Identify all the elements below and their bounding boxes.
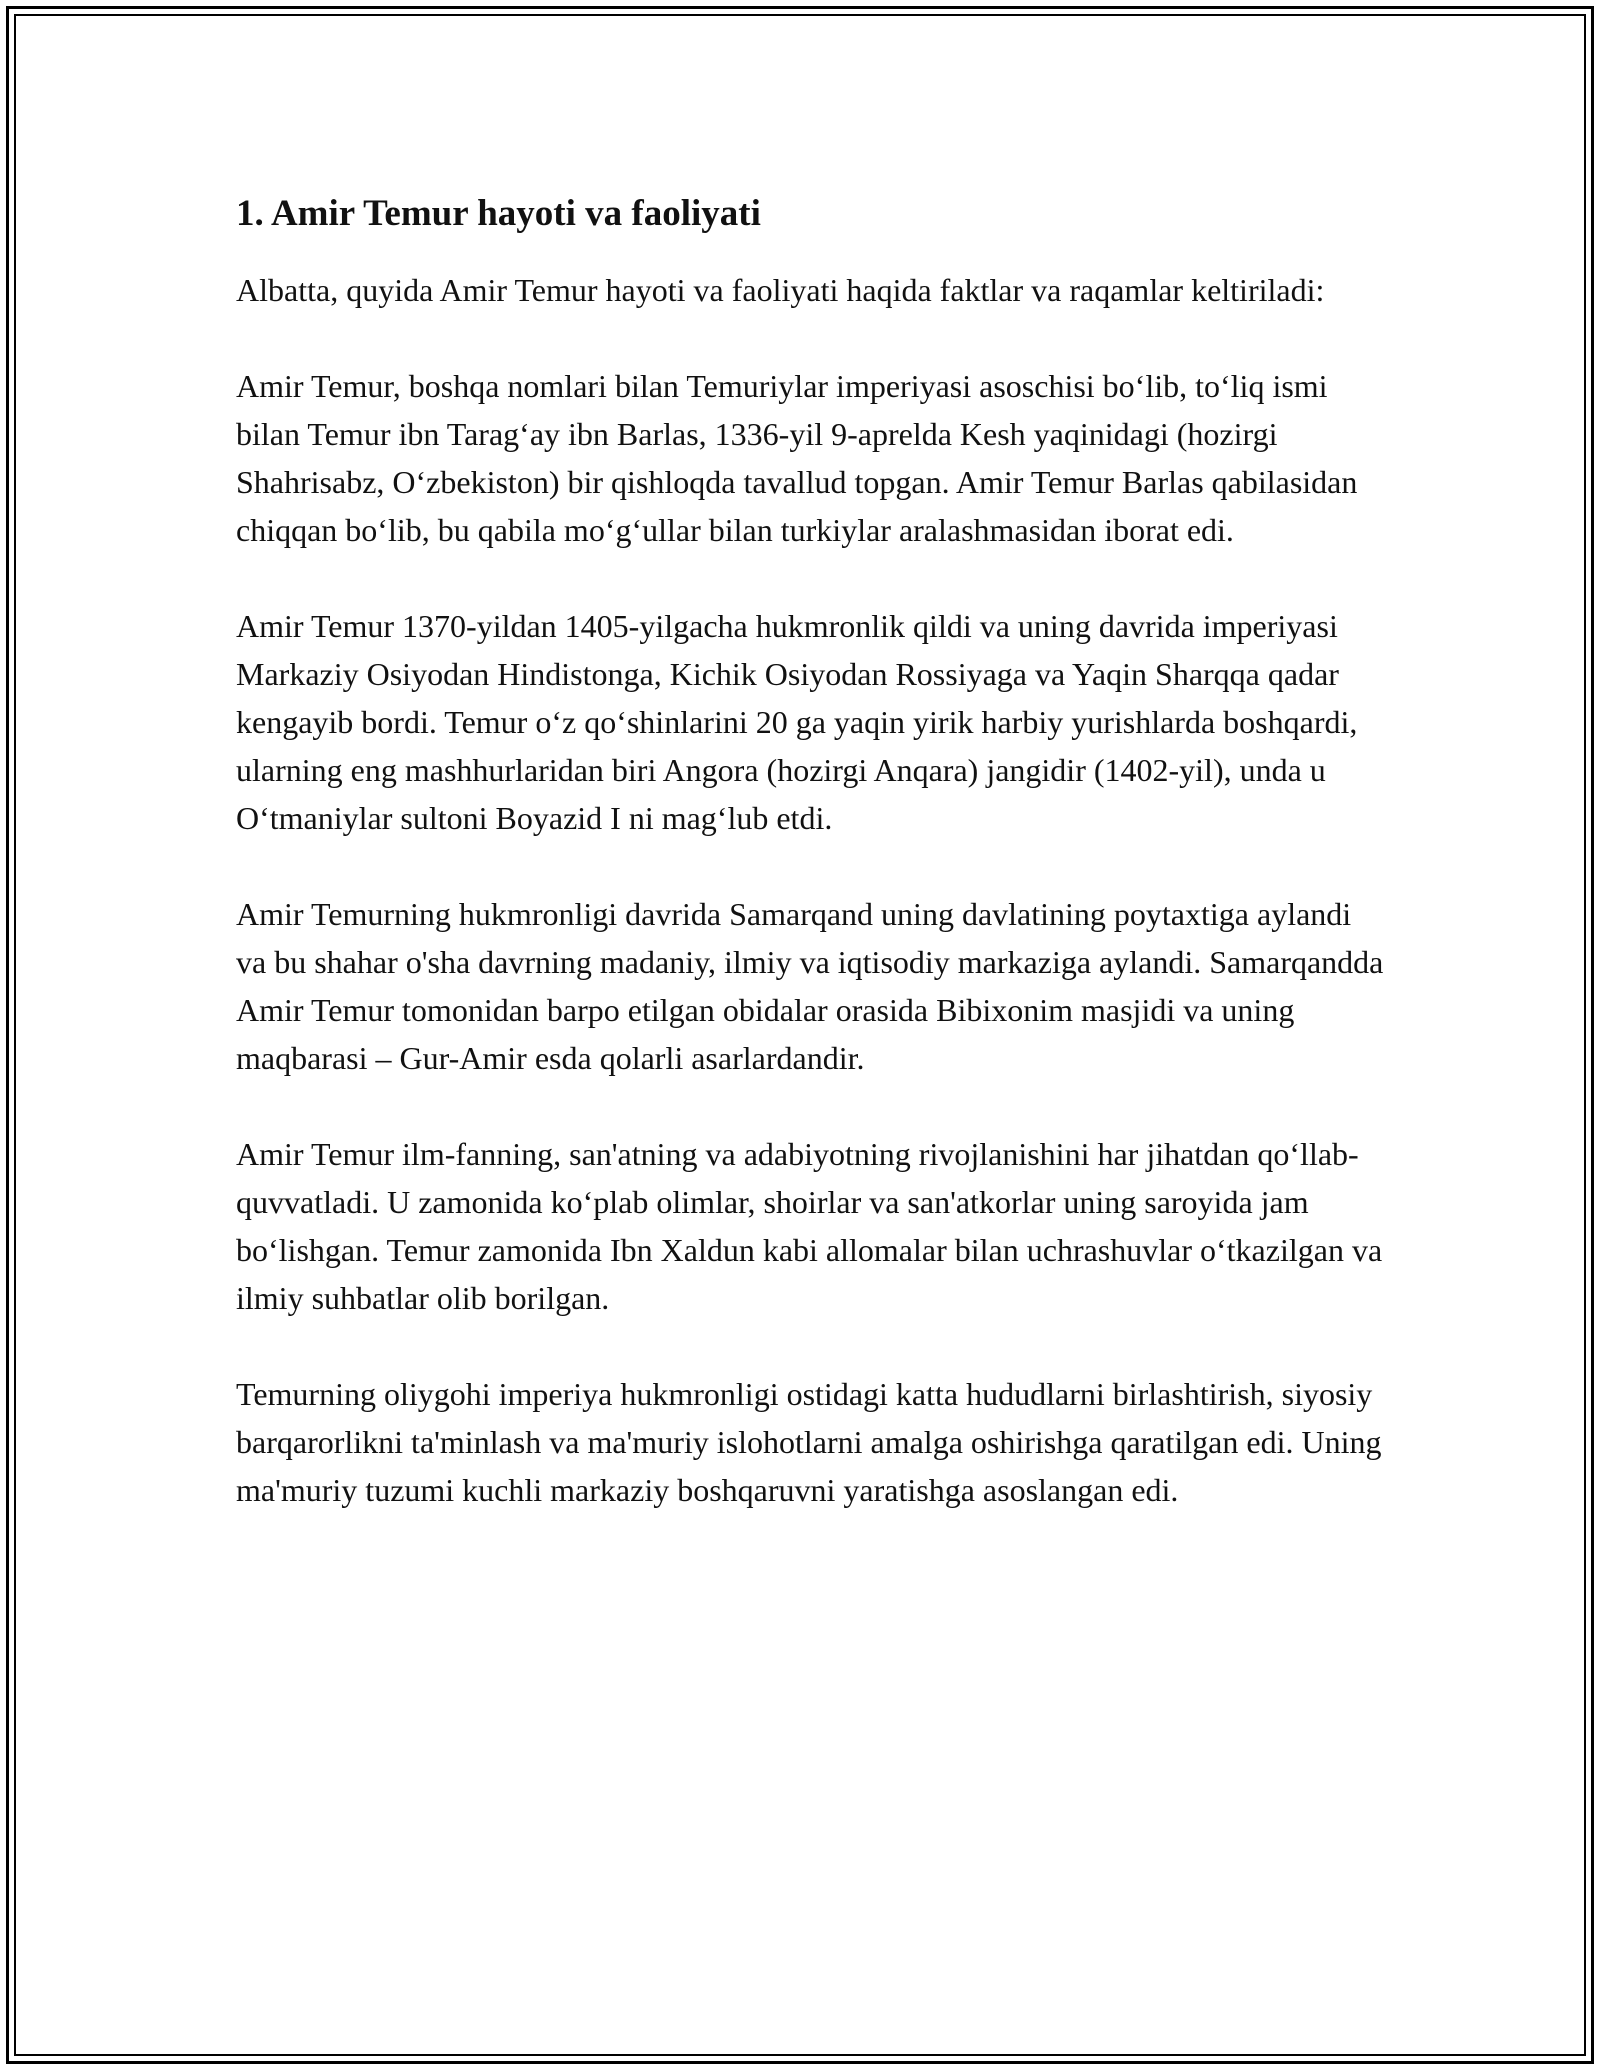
document-heading: 1. Amir Temur hayoti va faoliyati bbox=[236, 193, 761, 234]
paragraph-reign: Amir Temur 1370-yildan 1405-yilgacha hukmronlik qildi va uning davrida imperiyasi Markaziy Osiyodan Hindistonga, Kichik Osiyodan Rossiyaga va Yaqin Sharqqa qadar kengayib bordi. Temur o‘z qo‘shinlarini 20 ga yaqin yirik harbiy yurishlarda boshqardi, ularning eng mashhurlaridan biri Angora (hozirgi Anqara) jangidir (1402-yil), unda u O‘tmaniylar sultoni Boyazid I ni mag‘lub etdi. bbox=[236, 608, 1358, 836]
paragraph-administration: Temurning oliygohi imperiya hukmronligi ostidagi katta hududlarni birlashtirish, siyosiy barqarorlikni ta'minlash va ma'muriy islohotlarni amalga oshirishga qaratilgan edi. Uning ma'muriy tuzumi kuchli markaziy boshqaruvni yaratishga asoslangan edi. bbox=[236, 1376, 1382, 1508]
document-body bbox=[236, 186, 1386, 1562]
paragraph-samarqand: Amir Temurning hukmronligi davrida Samarqand uning davlatining poytaxtiga aylandi va bu shahar o'sha davrning madaniy, ilmiy va iqtisodiy markaziga aylandi. Samarqandda Amir Temur tomonidan barpo etilgan obidalar orasida Bibixonim masjidi va uning maqbarasi – Gur-Amir esda qolarli asarlardandir. bbox=[236, 896, 1384, 1076]
paragraph-birth: Amir Temur, boshqa nomlari bilan Temuriylar imperiyasi asoschisi bo‘lib, to‘liq ismi bilan Temur ibn Tarag‘ay ibn Barlas, 1336-yil 9-aprelda Kesh yaqinidagi (hozirgi Shahrisabz, O‘zbekiston) bir qishloqda tavallud topgan. Amir Temur Barlas qabilasidan chiqqan bo‘lib, bu qabila mo‘g‘ullar bilan turkiylar aralashmasidan iborat edi. bbox=[236, 368, 1358, 548]
paragraph-intro: Albatta, quyida Amir Temur hayoti va faoliyati haqida faktlar va raqamlar keltiriladi: bbox=[236, 272, 1325, 308]
paragraph-science: Amir Temur ilm-fanning, san'atning va adabiyotning rivojlanishini har jihatdan qo‘llab-quvvatladi. U zamonida ko‘plab olimlar, shoirlar va san'atkorlar uning saroyida jam bo‘lishgan. Temur zamonida Ibn Xaldun kabi allomalar bilan uchrashuvlar o‘tkazilgan va ilmiy suhbatlar olib borilgan. bbox=[236, 1136, 1383, 1316]
